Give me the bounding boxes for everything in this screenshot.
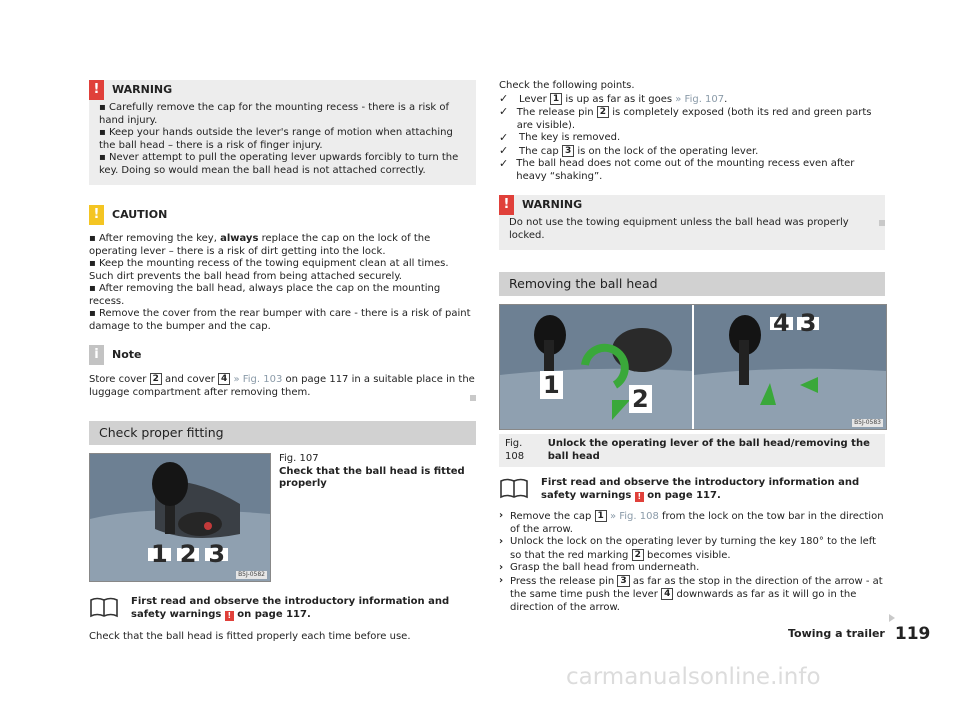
figure-107: [89, 453, 271, 582]
check-icon: ✓: [499, 157, 509, 170]
step-item: › Press the release pin 3 as far as the stop in the direction of the arrow - at the same time push the lever 4 downwards as far as it will go in the direction of the arrow.: [499, 574, 883, 613]
note-body: Store cover 2 and cover 4 » Fig. 103 on page 117 in a suitable place in the luggage compartment after removing them.: [89, 373, 476, 399]
book-icon: [499, 477, 529, 499]
footer-section: Towing a trailer: [788, 627, 885, 640]
book-icon: [89, 596, 119, 618]
warning-title: WARNING: [112, 82, 173, 96]
continue-arrow-icon: [889, 614, 895, 622]
figure-label: Fig. 107: [279, 453, 319, 464]
right-column: [499, 80, 885, 627]
check-icon: ✓: [499, 143, 509, 157]
figure-caption: Check that the ball head is fitted properly: [279, 465, 465, 489]
figure-108: [499, 304, 887, 430]
step-arrow-icon: ›: [499, 536, 504, 547]
warning-title: WARNING: [522, 197, 583, 211]
check-item: ✓ The ball head does not come out of the mounting recess even after heavy “shaking”.: [499, 157, 855, 182]
step-list: [499, 510, 885, 614]
section-end-icon: [879, 220, 885, 226]
step-item: › Grasp the ball head from underneath.: [499, 562, 700, 573]
callout-1: 1: [148, 548, 171, 561]
warning-box: ! WARNING Do not use the towing equipment unless the ball head was properly locked.: [499, 195, 885, 250]
check-list: [499, 93, 885, 184]
warning-item: ▪ Carefully remove the cap for the mounting recess - there is a risk of hand injury.: [99, 102, 450, 126]
check-icon: ✓: [499, 105, 509, 118]
fig-108-link[interactable]: » Fig. 108: [606, 511, 659, 522]
callout-3: 3: [205, 548, 228, 561]
section-end-icon: [470, 395, 476, 401]
check-paragraph: Check that the ball head is fitted properly each time before use.: [89, 631, 411, 642]
caution-icon: !: [89, 205, 104, 225]
warning-box: [89, 80, 476, 185]
read-first-note: First read and observe the introductory information and safety warnings ! on page 117.: [499, 477, 885, 502]
info-icon: i: [89, 345, 104, 365]
step-arrow-icon: ›: [499, 510, 504, 521]
page-footer: [788, 624, 931, 644]
watermark: carmanualsonline.info: [566, 664, 821, 690]
left-column: [89, 80, 476, 644]
section-heading-removing: Removing the ball head: [499, 272, 885, 296]
note-title: Note: [112, 347, 142, 361]
callout-3: 3: [797, 317, 820, 330]
check-item: ✓ The key is removed.: [499, 131, 621, 144]
figure-code: B5J-0582: [238, 571, 265, 578]
fig-103-link[interactable]: » Fig. 103: [230, 374, 283, 385]
figure-caption-bar: [499, 434, 885, 467]
check-intro: Check the following points.: [499, 80, 635, 91]
check-item: ✓ The cap 3 is on the lock of the operating lever.: [499, 143, 759, 157]
check-item: ✓ Lever 1 is up as far as it goes » Fig. 107.: [499, 91, 728, 105]
section-heading-check: Check proper fitting: [89, 421, 476, 445]
step-arrow-icon: ›: [499, 574, 504, 586]
check-icon: ✓: [499, 131, 509, 144]
warning-icon: !: [635, 492, 644, 502]
callout-4: 4: [770, 317, 793, 330]
read-first-note: First read and observe the introductory information and safety warnings ! on page 117.: [89, 596, 476, 621]
check-icon: ✓: [499, 91, 509, 105]
warning-icon: !: [499, 195, 514, 215]
callout-2: 2: [177, 548, 200, 561]
caution-body: ▪ After removing the key, always replace the cap on the lock of the operating lever – there is a risk of dirt getting into the lock. ▪ Keep the mounting recess of the towing equipment clean at all times. Such dirt prevents the ball head from being attached securely. ▪ After removing the ball head, always place the cap on the mounting recess. ▪ Remove the cover from the rear bumper with care - there is a risk of paint damage to the bumper and the cap.: [89, 233, 471, 332]
figure-code: B5J-0583: [854, 419, 881, 426]
ball-head-removal-illustration: [500, 305, 886, 429]
page-number: 119: [894, 624, 931, 644]
warning-item: ▪ Never attempt to pull the operating lever upwards forcibly to turn the key. Doing so would mean the ball head is not attached correctly.: [99, 152, 459, 176]
figure-caption: Unlock the operating lever of the ball head/removing the ball head: [547, 438, 870, 462]
warning-item: ▪ Keep your hands outside the lever's range of motion when attaching the ball head – there is a risk of finger injury.: [99, 127, 453, 151]
fig-107-link[interactable]: » Fig. 107: [672, 93, 725, 105]
step-item: › Unlock the lock on the operating lever by turning the key 180° to the left so that the red marking 2 becomes visible.: [499, 536, 877, 561]
check-item: ✓ The release pin 2 is completely exposed (both its red and green parts are visible).: [499, 105, 872, 131]
step-arrow-icon: ›: [499, 562, 504, 573]
figure-label: Fig. 108: [505, 438, 525, 462]
step-item: › Remove the cap 1 » Fig. 108 from the lock on the tow bar in the direction of the arrow.: [499, 510, 884, 535]
warning-icon: !: [225, 611, 234, 621]
callout-1: 1: [540, 371, 563, 399]
caution-title: CAUTION: [112, 207, 168, 221]
callout-2: 2: [629, 385, 652, 413]
warning-icon: !: [89, 80, 104, 100]
